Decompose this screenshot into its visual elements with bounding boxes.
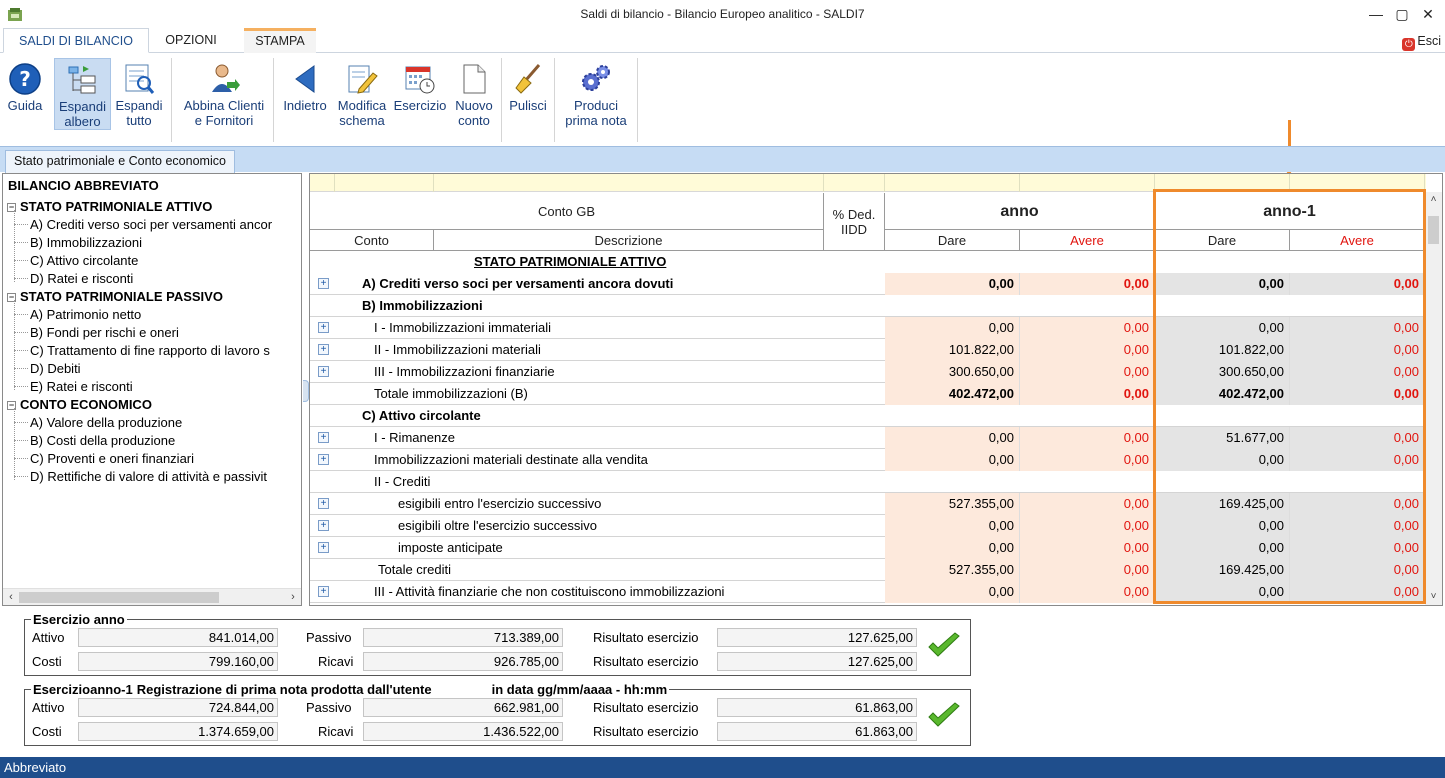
passivo-value: 662.981,00 xyxy=(363,698,563,717)
attivo-label: Attivo xyxy=(32,630,65,645)
nuovo-conto-button[interactable] xyxy=(451,58,497,130)
value-cell[interactable]: 0,00 xyxy=(1155,515,1290,537)
produci-label-2: prima nota xyxy=(565,113,627,128)
table-row[interactable] xyxy=(310,317,1426,339)
value-cell[interactable]: 0,00 xyxy=(1020,559,1155,581)
row-description: I - Immobilizzazioni immateriali xyxy=(374,320,551,335)
calendar-clock-icon xyxy=(403,62,437,96)
expand-plus-icon[interactable]: + xyxy=(318,278,329,289)
window-title: Saldi di bilancio - Bilancio Europeo analitico - SALDI7 xyxy=(580,7,865,21)
value-cell[interactable]: 0,00 xyxy=(1290,449,1425,471)
modifica-schema-button[interactable] xyxy=(334,58,390,130)
expand-plus-icon[interactable]: + xyxy=(318,366,329,377)
modifica-label-1: Modifica xyxy=(337,98,387,113)
title-bar xyxy=(0,0,1445,30)
attivo-value: 841.014,00 xyxy=(78,628,278,647)
value-cell[interactable]: 0,00 xyxy=(1020,493,1155,515)
value-cell[interactable]: 0,00 xyxy=(1290,273,1425,295)
scroll-down-icon[interactable]: ˅ xyxy=(1430,591,1437,602)
summary-esercizio-anno xyxy=(24,612,971,676)
value-cell[interactable]: 527.355,00 xyxy=(885,559,1020,581)
table-row[interactable] xyxy=(310,427,1426,449)
table-row[interactable] xyxy=(310,295,1426,317)
toolbar-separator xyxy=(171,58,172,142)
guida-button[interactable] xyxy=(4,58,46,130)
value-cell[interactable]: 0,00 xyxy=(1020,427,1155,449)
tree-item[interactable]: C) Trattamento di fine rapporto di lavoro s xyxy=(14,342,270,360)
value-cell[interactable]: 402.472,00 xyxy=(1155,383,1290,405)
header-dare-prev: Dare xyxy=(1155,230,1290,251)
value-cell[interactable]: 0,00 xyxy=(1290,427,1425,449)
row-description: Immobilizzazioni materiali destinate alla vendita xyxy=(374,452,648,467)
value-cell[interactable]: 0,00 xyxy=(1155,273,1290,295)
edit-pencil-icon xyxy=(345,62,379,96)
value-cell[interactable]: 0,00 xyxy=(885,317,1020,339)
document-tab-strip xyxy=(0,146,1445,172)
table-row[interactable] xyxy=(310,537,1426,559)
tree-group-conto-economico[interactable]: − CONTO ECONOMICO xyxy=(8,397,152,412)
indietro-button[interactable] xyxy=(278,58,332,130)
ricavi-value: 926.785,00 xyxy=(363,652,563,671)
value-cell[interactable]: 0,00 xyxy=(885,449,1020,471)
tree-expand-icon xyxy=(66,63,100,97)
table-row[interactable] xyxy=(310,559,1426,581)
exit-button[interactable] xyxy=(1402,34,1441,51)
header-conto-gb: Conto GB xyxy=(310,193,824,230)
risultato-label: Risultato esercizio xyxy=(593,724,699,739)
value-cell[interactable]: 51.677,00 xyxy=(1155,427,1290,449)
toolbar-separator xyxy=(637,58,638,142)
tree-group-sp-attivo[interactable]: − STATO PATRIMONIALE ATTIVO xyxy=(8,199,213,214)
esercizio-label: Esercizio xyxy=(393,98,447,113)
value-cell[interactable]: 0,00 xyxy=(1290,537,1425,559)
collapse-icon[interactable]: − xyxy=(8,202,15,212)
collapse-icon[interactable]: − xyxy=(8,400,15,410)
checkmark-icon xyxy=(927,632,961,660)
risultato-value: 127.625,00 xyxy=(717,628,917,647)
risultato-value: 61.863,00 xyxy=(717,698,917,717)
table-row[interactable] xyxy=(310,405,1426,427)
espandi-albero-label-1: Espandi xyxy=(59,99,106,114)
value-cell[interactable]: 0,00 xyxy=(1020,383,1155,405)
value-cell[interactable]: 300.650,00 xyxy=(885,361,1020,383)
gears-icon xyxy=(579,62,613,96)
tree-item[interactable]: B) Immobilizzazioni xyxy=(14,234,142,252)
scroll-left-icon[interactable]: ‹ xyxy=(9,591,13,603)
toolbar-separator xyxy=(501,58,502,142)
espandi-tutto-label-1: Espandi xyxy=(115,98,163,113)
tree-item[interactable]: A) Crediti verso soci per versamenti ancor xyxy=(14,216,272,234)
value-cell[interactable]: 101.822,00 xyxy=(885,339,1020,361)
expand-plus-icon[interactable]: + xyxy=(318,454,329,465)
expand-plus-icon[interactable]: + xyxy=(318,322,329,333)
value-cell[interactable]: 0,00 xyxy=(1290,361,1425,383)
header-dare: Dare xyxy=(885,230,1020,251)
close-icon[interactable]: ✕ xyxy=(1422,6,1434,22)
value-cell[interactable]: 0,00 xyxy=(1290,515,1425,537)
value-cell[interactable]: 0,00 xyxy=(1290,559,1425,581)
row-description: II - Crediti xyxy=(374,474,431,489)
table-row[interactable] xyxy=(310,471,1426,493)
row-description: III - Immobilizzazioni finanziarie xyxy=(374,364,555,379)
tree-item[interactable]: A) Valore della produzione xyxy=(14,414,182,432)
exit-label: Esci xyxy=(1417,34,1441,48)
produci-label-1: Produci xyxy=(573,98,619,113)
value-cell[interactable]: 0,00 xyxy=(1155,581,1290,603)
passivo-value: 713.389,00 xyxy=(363,628,563,647)
value-cell[interactable]: 300.650,00 xyxy=(1155,361,1290,383)
abbina-label-2: e Fornitori xyxy=(194,113,254,128)
value-cell[interactable]: 0,00 xyxy=(1020,339,1155,361)
value-cell[interactable]: 402.472,00 xyxy=(885,383,1020,405)
value-cell[interactable]: 0,00 xyxy=(1020,317,1155,339)
scroll-thumb[interactable] xyxy=(1428,216,1439,244)
balance-grid xyxy=(309,173,1443,606)
tree-item[interactable]: E) Ratei e risconti xyxy=(14,378,133,396)
row-description: esigibili oltre l'esercizio successivo xyxy=(398,518,597,533)
grid-vertical-scrollbar[interactable] xyxy=(1425,192,1442,605)
attivo-value: 724.844,00 xyxy=(78,698,278,717)
row-description: A) Crediti verso soci per versamenti ancora dovuti xyxy=(362,276,674,291)
tree-root[interactable]: BILANCIO ABBREVIATO xyxy=(8,178,159,193)
costi-label: Costi xyxy=(32,724,62,739)
ricavi-value: 1.436.522,00 xyxy=(363,722,563,741)
passivo-label: Passivo xyxy=(306,630,352,645)
expand-all-icon xyxy=(122,62,156,96)
pulisci-label: Pulisci xyxy=(509,98,547,113)
checkmark-icon xyxy=(927,702,961,730)
ricavi-label: Ricavi xyxy=(318,724,354,739)
value-cell[interactable]: 0,00 xyxy=(1020,361,1155,383)
tab-opzioni[interactable]: OPZIONI xyxy=(165,33,217,47)
header-conto: Conto xyxy=(310,230,434,251)
header-avere-prev: Avere xyxy=(1290,230,1425,251)
expand-plus-icon[interactable]: + xyxy=(318,498,329,509)
tree-item[interactable]: B) Costi della produzione xyxy=(14,432,175,450)
tree-item[interactable]: C) Proventi e oneri finanziari xyxy=(14,450,194,468)
row-description: C) Attivo circolante xyxy=(362,408,481,423)
ribbon-tabs xyxy=(0,28,1445,53)
row-description: Totale crediti xyxy=(378,562,451,577)
risultato-value: 61.863,00 xyxy=(717,722,917,741)
expand-plus-icon[interactable]: + xyxy=(318,586,329,597)
table-row[interactable] xyxy=(310,339,1426,361)
value-cell[interactable]: 0,00 xyxy=(1155,449,1290,471)
value-cell[interactable]: 0,00 xyxy=(1155,537,1290,559)
value-cell[interactable]: 0,00 xyxy=(1020,581,1155,603)
esercizio-button[interactable] xyxy=(391,58,449,130)
table-row[interactable] xyxy=(310,493,1426,515)
tree-item[interactable]: D) Rettifiche di valore di attività e passivit xyxy=(14,468,267,486)
espandi-tutto-label-2: tutto xyxy=(126,113,152,128)
navigation-tree xyxy=(2,173,302,606)
expand-plus-icon[interactable]: + xyxy=(318,520,329,531)
value-cell[interactable]: 0,00 xyxy=(1290,317,1425,339)
help-icon xyxy=(8,62,42,96)
scroll-thumb[interactable] xyxy=(19,592,219,603)
toolbar-separator xyxy=(273,58,274,142)
tree-item[interactable]: A) Patrimonio netto xyxy=(14,306,141,324)
nuovo-label-2: conto xyxy=(458,113,490,128)
value-cell[interactable]: 0,00 xyxy=(1020,449,1155,471)
value-cell[interactable]: 0,00 xyxy=(1020,273,1155,295)
table-row[interactable] xyxy=(310,383,1426,405)
row-description: Totale immobilizzazioni (B) xyxy=(374,386,528,401)
costi-value: 799.160,00 xyxy=(78,652,278,671)
header-descrizione: Descrizione xyxy=(434,230,824,251)
toolbar-separator xyxy=(554,58,555,142)
value-cell[interactable]: 527.355,00 xyxy=(885,493,1020,515)
tree-group-sp-passivo[interactable]: − STATO PATRIMONIALE PASSIVO xyxy=(8,289,223,304)
tree-item[interactable]: D) Ratei e risconti xyxy=(14,270,133,288)
espandi-albero-label-2: albero xyxy=(64,114,101,129)
svg-text:?: ? xyxy=(19,67,31,91)
toolbar xyxy=(0,54,1445,146)
table-row[interactable] xyxy=(310,273,1426,295)
exit-icon: ⏻ xyxy=(1402,38,1415,51)
tree-item[interactable]: C) Attivo circolante xyxy=(14,252,138,270)
risultato-label: Risultato esercizio xyxy=(593,630,699,645)
pulisci-button[interactable] xyxy=(506,58,550,130)
indietro-label: Indietro xyxy=(283,98,327,113)
tree-horizontal-scrollbar[interactable] xyxy=(3,588,301,605)
value-cell[interactable]: 169.425,00 xyxy=(1155,493,1290,515)
tree-item[interactable]: D) Debiti xyxy=(14,360,81,378)
tab-saldi-di-bilancio[interactable]: SALDI DI BILANCIO xyxy=(3,28,149,53)
espandi-tutto-button[interactable] xyxy=(112,58,166,130)
filter-row[interactable] xyxy=(310,174,1426,192)
expand-plus-icon[interactable]: + xyxy=(318,542,329,553)
nuovo-label-1: Nuovo xyxy=(455,98,493,113)
ricavi-label: Ricavi xyxy=(318,654,354,669)
produci-prima-nota-button[interactable] xyxy=(559,58,633,130)
espandi-albero-button[interactable] xyxy=(54,58,111,130)
header-ded-iidd: % Ded. IIDD xyxy=(824,193,885,251)
summary-title: Esercizio anno xyxy=(33,612,125,627)
passivo-label: Passivo xyxy=(306,700,352,715)
abbina-label-1: Abbina Clienti xyxy=(183,98,265,113)
costi-value: 1.374.659,00 xyxy=(78,722,278,741)
row-description: imposte anticipate xyxy=(398,540,503,555)
value-cell[interactable]: 0,00 xyxy=(885,427,1020,449)
maximize-icon[interactable]: ▢ xyxy=(1395,6,1409,22)
costi-label: Costi xyxy=(32,654,62,669)
collapse-icon[interactable]: − xyxy=(8,292,15,302)
minimize-icon[interactable]: — xyxy=(1369,6,1383,22)
row-description: B) Immobilizzazioni xyxy=(362,298,483,313)
value-cell[interactable]: 0,00 xyxy=(1020,537,1155,559)
section-title: STATO PATRIMONIALE ATTIVO xyxy=(474,254,667,269)
tab-stato-patrimoniale[interactable]: Stato patrimoniale e Conto economico xyxy=(5,150,235,173)
scroll-right-icon[interactable]: › xyxy=(291,591,295,603)
modifica-label-2: schema xyxy=(339,113,385,128)
row-description: II - Immobilizzazioni materiali xyxy=(374,342,541,357)
tree-item[interactable]: B) Fondi per rischi e oneri xyxy=(14,324,179,342)
value-cell[interactable]: 0,00 xyxy=(885,273,1020,295)
header-anno-1: anno-1 xyxy=(1155,193,1425,230)
value-cell[interactable]: 0,00 xyxy=(885,537,1020,559)
value-cell[interactable]: 0,00 xyxy=(885,581,1020,603)
broom-icon xyxy=(511,62,545,96)
row-description: III - Attività finanziarie che non costituiscono immobilizzazioni xyxy=(374,584,725,599)
user-link-icon xyxy=(207,62,241,96)
summary-esercizio-anno-1 xyxy=(24,682,971,746)
abbina-clienti-fornitori-button[interactable] xyxy=(178,58,270,130)
value-cell[interactable]: 0,00 xyxy=(1155,317,1290,339)
attivo-label: Attivo xyxy=(32,700,65,715)
value-cell[interactable]: 0,00 xyxy=(1290,493,1425,515)
risultato-label: Risultato esercizio xyxy=(593,654,699,669)
value-cell[interactable]: 0,00 xyxy=(1290,339,1425,361)
table-row[interactable] xyxy=(310,361,1426,383)
row-description: esigibili entro l'esercizio successivo xyxy=(398,496,602,511)
new-document-icon xyxy=(457,62,491,96)
back-arrow-icon xyxy=(288,62,322,96)
value-cell[interactable]: 101.822,00 xyxy=(1155,339,1290,361)
header-avere: Avere xyxy=(1020,230,1155,251)
status-bar: Abbreviato xyxy=(0,757,1445,778)
guida-label: Guida xyxy=(7,98,43,113)
tab-stampa[interactable]: STAMPA xyxy=(244,28,316,53)
summary-title: Esercizioanno-1 Registrazione di prima nota prodotta dall'utente in data gg/mm/aaaa - hh:mm xyxy=(33,682,668,697)
value-cell[interactable]: 0,00 xyxy=(885,515,1020,537)
expand-plus-icon[interactable]: + xyxy=(318,344,329,355)
row-description: I - Rimanenze xyxy=(374,430,455,445)
risultato-label: Risultato esercizio xyxy=(593,700,699,715)
expand-plus-icon[interactable]: + xyxy=(318,432,329,443)
header-anno: anno xyxy=(885,193,1155,230)
table-row[interactable] xyxy=(310,515,1426,537)
value-cell[interactable]: 0,00 xyxy=(1020,515,1155,537)
value-cell[interactable]: 0,00 xyxy=(1290,383,1425,405)
scroll-up-icon[interactable]: ˄ xyxy=(1430,194,1437,205)
value-cell[interactable]: 169.425,00 xyxy=(1155,559,1290,581)
table-row[interactable] xyxy=(310,449,1426,471)
risultato-value: 127.625,00 xyxy=(717,652,917,671)
value-cell[interactable]: 0,00 xyxy=(1290,581,1425,603)
table-row[interactable] xyxy=(310,581,1426,603)
